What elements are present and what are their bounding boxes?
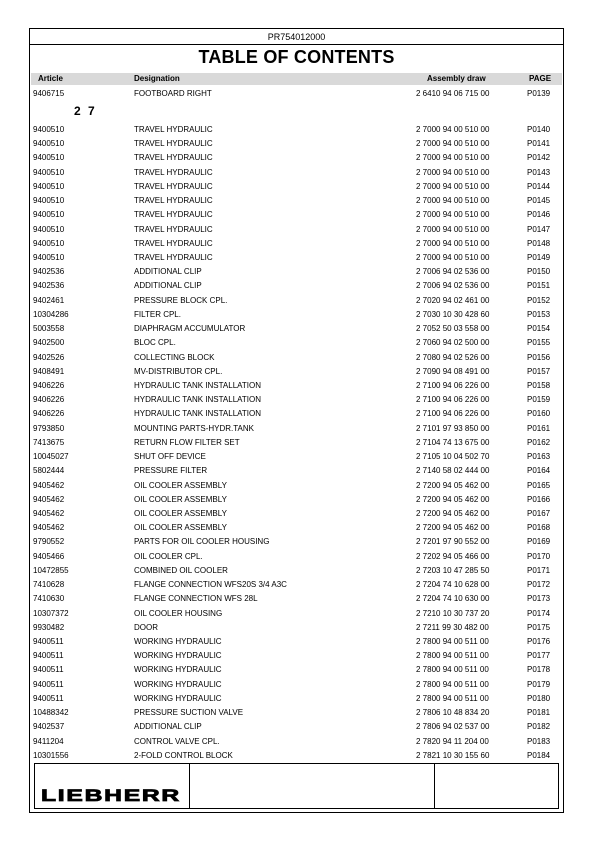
designation-cell: TRAVEL HYDRAULIC <box>134 238 213 248</box>
article-cell: 9405466 <box>33 551 65 561</box>
table-row <box>30 424 563 438</box>
assembly-cell: 2 7000 94 00 510 00 <box>416 167 490 177</box>
assembly-cell: 2 7800 94 00 511 00 <box>416 665 489 675</box>
article-cell: 9793850 <box>33 423 65 433</box>
designation-cell: BLOC CPL. <box>134 338 176 348</box>
designation-cell: MOUNTING PARTS-HYDR.TANK <box>134 423 255 433</box>
article-cell: 9400510 <box>33 210 65 220</box>
assembly-cell: 2 7000 94 00 510 00 <box>416 253 490 262</box>
article-cell: 10045027 <box>33 452 69 462</box>
designation-cell: TRAVEL HYDRAULIC <box>134 139 213 149</box>
table-row <box>30 665 563 679</box>
page-cell: P0169 <box>527 537 551 547</box>
designation-cell: OIL COOLER ASSEMBLY <box>134 494 227 504</box>
page-cell: P0182 <box>527 722 551 732</box>
article-cell: 10488342 <box>33 708 69 717</box>
table-row <box>30 509 563 523</box>
designation-cell: WORKING HYDRAULIC <box>134 651 222 661</box>
article-cell: 9405462 <box>33 523 65 533</box>
page-cell: P0179 <box>527 679 551 689</box>
article-cell: 7410630 <box>33 594 65 604</box>
assembly-cell: 2 7140 58 02 444 00 <box>416 466 490 476</box>
assembly-cell: 2 7201 97 90 552 00 <box>416 537 490 547</box>
page-cell: P0152 <box>527 295 551 305</box>
table-row <box>30 353 563 367</box>
designation-cell: ADDITIONAL CLIP <box>134 267 202 277</box>
assembly-cell: 2 7000 94 00 510 00 <box>416 153 490 163</box>
page-cell: P0142 <box>527 153 551 163</box>
article-cell: 9790552 <box>33 537 65 547</box>
table-row <box>30 338 563 352</box>
assembly-cell: 2 7200 94 05 462 00 <box>416 523 490 533</box>
assembly-cell: 2 7000 94 00 510 00 <box>416 125 490 134</box>
page-cell: P0148 <box>527 238 551 248</box>
table-row <box>30 182 563 196</box>
page-cell: P0156 <box>527 352 551 362</box>
designation-cell: OIL COOLER ASSEMBLY <box>134 480 227 490</box>
footer-divider <box>189 764 190 808</box>
article-cell: 9400510 <box>33 196 65 206</box>
assembly-cell: 2 7080 94 02 526 00 <box>416 352 490 362</box>
assembly-cell: 2 7100 94 06 226 00 <box>416 395 490 405</box>
assembly-cell: 2 7100 94 06 226 00 <box>416 381 490 390</box>
designation-cell: FLANGE CONNECTION WFS20S 3/4 A3C <box>134 580 287 589</box>
assembly-cell: 2 7000 94 00 510 00 <box>416 181 490 191</box>
table-row <box>30 125 563 139</box>
table-row <box>30 708 563 722</box>
assembly-cell: 2 7000 94 00 510 00 <box>416 238 490 248</box>
page-cell: P0175 <box>527 622 551 632</box>
page-cell: P0161 <box>527 423 551 433</box>
designation-cell: OIL COOLER ASSEMBLY <box>134 523 227 533</box>
footer-box <box>34 763 559 809</box>
table-row <box>30 89 563 103</box>
assembly-cell: 2 7060 94 02 500 00 <box>416 338 490 348</box>
article-cell: 9400511 <box>33 679 64 689</box>
table-row <box>30 381 563 395</box>
article-cell: 10307372 <box>33 608 69 618</box>
article-cell: 9400510 <box>33 224 65 234</box>
designation-cell: TRAVEL HYDRAULIC <box>134 196 213 206</box>
article-cell: 10301556 <box>33 750 69 760</box>
page-cell: P0162 <box>527 437 551 447</box>
article-cell: 9400510 <box>33 139 65 149</box>
designation-cell: HYDRAULIC TANK INSTALLATION <box>134 409 261 419</box>
table-row <box>30 594 563 608</box>
article-cell: 9400510 <box>33 153 65 163</box>
column-header-designation: Designation <box>134 74 180 83</box>
table-row <box>30 722 563 736</box>
assembly-cell: 2 7204 74 10 628 00 <box>416 580 490 589</box>
designation-cell: HYDRAULIC TANK INSTALLATION <box>134 395 261 405</box>
table-row <box>30 253 563 267</box>
designation-cell: CONTROL VALVE CPL. <box>134 736 220 746</box>
table-row <box>30 537 563 551</box>
table-row <box>30 239 563 253</box>
article-cell: 9405462 <box>33 494 65 504</box>
assembly-cell: 2 7100 94 06 226 00 <box>416 409 490 419</box>
article-cell: 9402461 <box>33 295 65 305</box>
page-cell: P0168 <box>527 523 551 533</box>
article-cell: 9406715 <box>33 89 65 98</box>
page-cell: P0144 <box>527 181 551 191</box>
designation-cell: TRAVEL HYDRAULIC <box>134 167 213 177</box>
page-cell: P0170 <box>527 551 551 561</box>
article-cell: 9406226 <box>33 395 65 405</box>
assembly-cell: 2 7006 94 02 536 00 <box>416 281 490 291</box>
page-cell: P0150 <box>527 267 551 277</box>
table-row <box>30 210 563 224</box>
table-row <box>30 438 563 452</box>
page-title: TABLE OF CONTENTS <box>198 47 395 67</box>
page-cell: P0183 <box>527 736 551 746</box>
table-row <box>30 651 563 665</box>
designation-cell: DOOR <box>134 622 158 632</box>
article-cell: 9402536 <box>33 281 65 291</box>
table-row <box>30 452 563 466</box>
designation-cell: OIL COOLER HOUSING <box>134 608 223 618</box>
designation-cell: TRAVEL HYDRAULIC <box>134 224 213 234</box>
assembly-cell: 2 7000 94 00 510 00 <box>416 210 490 220</box>
designation-cell: SHUT OFF DEVICE <box>134 452 206 462</box>
designation-cell: TRAVEL HYDRAULIC <box>134 210 213 220</box>
assembly-cell: 2 7020 94 02 461 00 <box>416 295 490 305</box>
designation-cell: RETURN FLOW FILTER SET <box>134 437 240 447</box>
assembly-cell: 2 7000 94 00 510 00 <box>416 139 490 149</box>
article-cell: 9400510 <box>33 238 65 248</box>
table-row <box>30 367 563 381</box>
assembly-cell: 2 7203 10 47 285 50 <box>416 565 490 575</box>
table-row <box>30 637 563 651</box>
article-cell: 9411204 <box>33 736 64 746</box>
page-cell: P0165 <box>527 480 551 490</box>
table-row <box>30 523 563 537</box>
liebherr-logo <box>41 786 183 809</box>
article-cell: 9930482 <box>33 622 65 632</box>
table-row <box>30 609 563 623</box>
article-cell: 9405462 <box>33 508 65 518</box>
designation-cell: FLANGE CONNECTION WFS 28L <box>134 594 258 604</box>
designation-cell: HYDRAULIC TANK INSTALLATION <box>134 381 261 390</box>
designation-cell: COLLECTING BLOCK <box>134 352 215 362</box>
assembly-cell: 2 7200 94 05 462 00 <box>416 480 490 490</box>
assembly-cell: 2 7806 94 02 537 00 <box>416 722 490 732</box>
column-header-article: Article <box>38 74 63 83</box>
page-cell: P0154 <box>527 324 551 334</box>
article-cell: 9400511 <box>33 636 64 646</box>
document-frame <box>29 28 564 813</box>
assembly-cell: 2 7211 99 30 482 00 <box>416 622 489 632</box>
page-cell: P0177 <box>527 651 551 661</box>
page-cell: P0153 <box>527 309 551 319</box>
page-cell: P0172 <box>527 580 551 589</box>
table-row <box>30 680 563 694</box>
table-row <box>30 395 563 409</box>
column-header-page: PAGE <box>529 74 552 83</box>
page-cell: P0184 <box>527 750 551 760</box>
table-row <box>30 481 563 495</box>
designation-cell: PRESSURE BLOCK CPL. <box>134 295 228 305</box>
table-row <box>30 495 563 509</box>
designation-cell: TRAVEL HYDRAULIC <box>134 253 213 262</box>
article-cell: 9400510 <box>33 253 65 262</box>
designation-cell: OIL COOLER CPL. <box>134 551 203 561</box>
page-cell: P0166 <box>527 494 551 504</box>
page-cell: P0145 <box>527 196 551 206</box>
page-cell: P0176 <box>527 636 551 646</box>
page-cell: P0157 <box>527 366 551 376</box>
table-row <box>30 168 563 182</box>
group-label: 2 7 <box>74 104 97 118</box>
table-row <box>30 267 563 281</box>
assembly-cell: 2 7104 74 13 675 00 <box>416 437 490 447</box>
table-row <box>30 153 563 167</box>
liebherr-logo-mark <box>41 786 183 804</box>
table-row <box>30 737 563 751</box>
designation-cell: PRESSURE FILTER <box>134 466 208 476</box>
page-cell: P0164 <box>527 466 551 476</box>
designation-cell: DIAPHRAGM ACCUMULATOR <box>134 324 246 334</box>
table-row <box>30 139 563 153</box>
assembly-cell: 2 7006 94 02 536 00 <box>416 267 490 277</box>
assembly-cell: 2 7000 94 00 510 00 <box>416 224 490 234</box>
article-cell: 9400510 <box>33 167 65 177</box>
designation-cell: TRAVEL HYDRAULIC <box>134 153 213 163</box>
table-row <box>30 566 563 580</box>
designation-cell: FOOTBOARD RIGHT <box>134 89 212 98</box>
page-cell: P0158 <box>527 381 551 390</box>
assembly-cell: 2 7052 50 03 558 00 <box>416 324 490 334</box>
page-cell: P0149 <box>527 253 551 262</box>
page-cell: P0171 <box>527 565 551 575</box>
article-cell: 5003558 <box>33 324 65 334</box>
article-cell: 9406226 <box>33 409 65 419</box>
article-cell: 9402500 <box>33 338 65 348</box>
assembly-cell: 2 7800 94 00 511 00 <box>416 693 489 703</box>
page-cell: P0139 <box>527 89 551 98</box>
article-cell: 9402526 <box>33 352 65 362</box>
article-cell: 9408491 <box>33 366 65 376</box>
page-cell: P0159 <box>527 395 551 405</box>
table-row <box>30 466 563 480</box>
page-cell: P0174 <box>527 608 551 618</box>
article-cell: 9400510 <box>33 181 65 191</box>
designation-cell: WORKING HYDRAULIC <box>134 679 222 689</box>
designation-cell: OIL COOLER ASSEMBLY <box>134 508 227 518</box>
page-cell: P0143 <box>527 167 551 177</box>
page-cell: P0173 <box>527 594 551 604</box>
table-row <box>30 409 563 423</box>
header-divider <box>30 44 563 45</box>
page-cell: P0180 <box>527 693 551 703</box>
page-cell: P0146 <box>527 210 551 220</box>
table-row <box>30 623 563 637</box>
assembly-cell: 2 7800 94 00 511 00 <box>416 636 489 646</box>
page-cell: P0151 <box>527 281 551 291</box>
article-cell: 9402536 <box>33 267 65 277</box>
assembly-cell: 2 7800 94 00 511 00 <box>416 679 489 689</box>
designation-cell: COMBINED OIL COOLER <box>134 565 228 575</box>
page-cell: P0141 <box>527 139 551 149</box>
table-row <box>30 552 563 566</box>
article-cell: 5802444 <box>33 466 65 476</box>
page-cell: P0155 <box>527 338 551 348</box>
assembly-cell: 2 7806 10 48 834 20 <box>416 708 490 717</box>
table-row <box>30 310 563 324</box>
assembly-cell: 2 7105 10 04 502 70 <box>416 452 490 462</box>
page-cell: P0167 <box>527 508 551 518</box>
assembly-cell: 2 7210 10 30 737 20 <box>416 608 490 618</box>
designation-cell: PRESSURE SUCTION VALVE <box>134 708 244 717</box>
designation-cell: MV-DISTRIBUTOR CPL. <box>134 366 223 376</box>
assembly-cell: 2 7000 94 00 510 00 <box>416 196 490 206</box>
assembly-cell: 2 7821 10 30 155 60 <box>416 750 490 760</box>
liebherr-logo-text: LIEBHERR <box>41 786 181 804</box>
article-cell: 9400511 <box>33 693 64 703</box>
page-cell: P0140 <box>527 125 551 134</box>
assembly-cell: 2 7820 94 11 204 00 <box>416 736 489 746</box>
page-cell: P0147 <box>527 224 551 234</box>
designation-cell: WORKING HYDRAULIC <box>134 665 222 675</box>
page-cell: P0181 <box>527 708 551 717</box>
table-row <box>30 694 563 708</box>
assembly-cell: 2 6410 94 06 715 00 <box>416 89 490 98</box>
designation-cell: WORKING HYDRAULIC <box>134 636 222 646</box>
page-cell: P0163 <box>527 452 551 462</box>
column-header-assembly: Assembly draw <box>427 74 486 83</box>
assembly-cell: 2 7200 94 05 462 00 <box>416 494 490 504</box>
article-cell: 9406226 <box>33 381 65 390</box>
designation-cell: FILTER CPL. <box>134 309 181 319</box>
article-cell: 9400511 <box>33 651 64 661</box>
assembly-cell: 2 7101 97 93 850 00 <box>416 423 490 433</box>
footer-divider <box>434 764 435 808</box>
table-row <box>30 580 563 594</box>
assembly-cell: 2 7090 94 08 491 00 <box>416 366 490 376</box>
designation-cell: ADDITIONAL CLIP <box>134 722 202 732</box>
assembly-cell: 2 7204 74 10 630 00 <box>416 594 490 604</box>
table-row <box>30 225 563 239</box>
assembly-cell: 2 7800 94 00 511 00 <box>416 651 489 661</box>
table-row <box>30 196 563 210</box>
assembly-cell: 2 7200 94 05 462 00 <box>416 508 490 518</box>
designation-cell: WORKING HYDRAULIC <box>134 693 222 703</box>
designation-cell: TRAVEL HYDRAULIC <box>134 125 213 134</box>
document-number: PR754012000 <box>267 32 326 42</box>
table-row <box>30 324 563 338</box>
article-cell: 7413675 <box>33 437 65 447</box>
designation-cell: ADDITIONAL CLIP <box>134 281 202 291</box>
designation-cell: TRAVEL HYDRAULIC <box>134 181 213 191</box>
assembly-cell: 2 7202 94 05 466 00 <box>416 551 490 561</box>
table-row <box>30 296 563 310</box>
article-cell: 10304286 <box>33 309 69 319</box>
article-cell: 9402537 <box>33 722 65 732</box>
table-row <box>30 281 563 295</box>
page-cell: P0178 <box>527 665 551 675</box>
article-cell: 9405462 <box>33 480 65 490</box>
article-cell: 9400511 <box>33 665 64 675</box>
designation-cell: 2-FOLD CONTROL BLOCK <box>134 750 233 760</box>
assembly-cell: 2 7030 10 30 428 60 <box>416 309 490 319</box>
article-cell: 9400510 <box>33 125 65 134</box>
designation-cell: PARTS FOR OIL COOLER HOUSING <box>134 537 270 547</box>
article-cell: 10472855 <box>33 565 69 575</box>
page-cell: P0160 <box>527 409 551 419</box>
article-cell: 7410628 <box>33 580 65 589</box>
